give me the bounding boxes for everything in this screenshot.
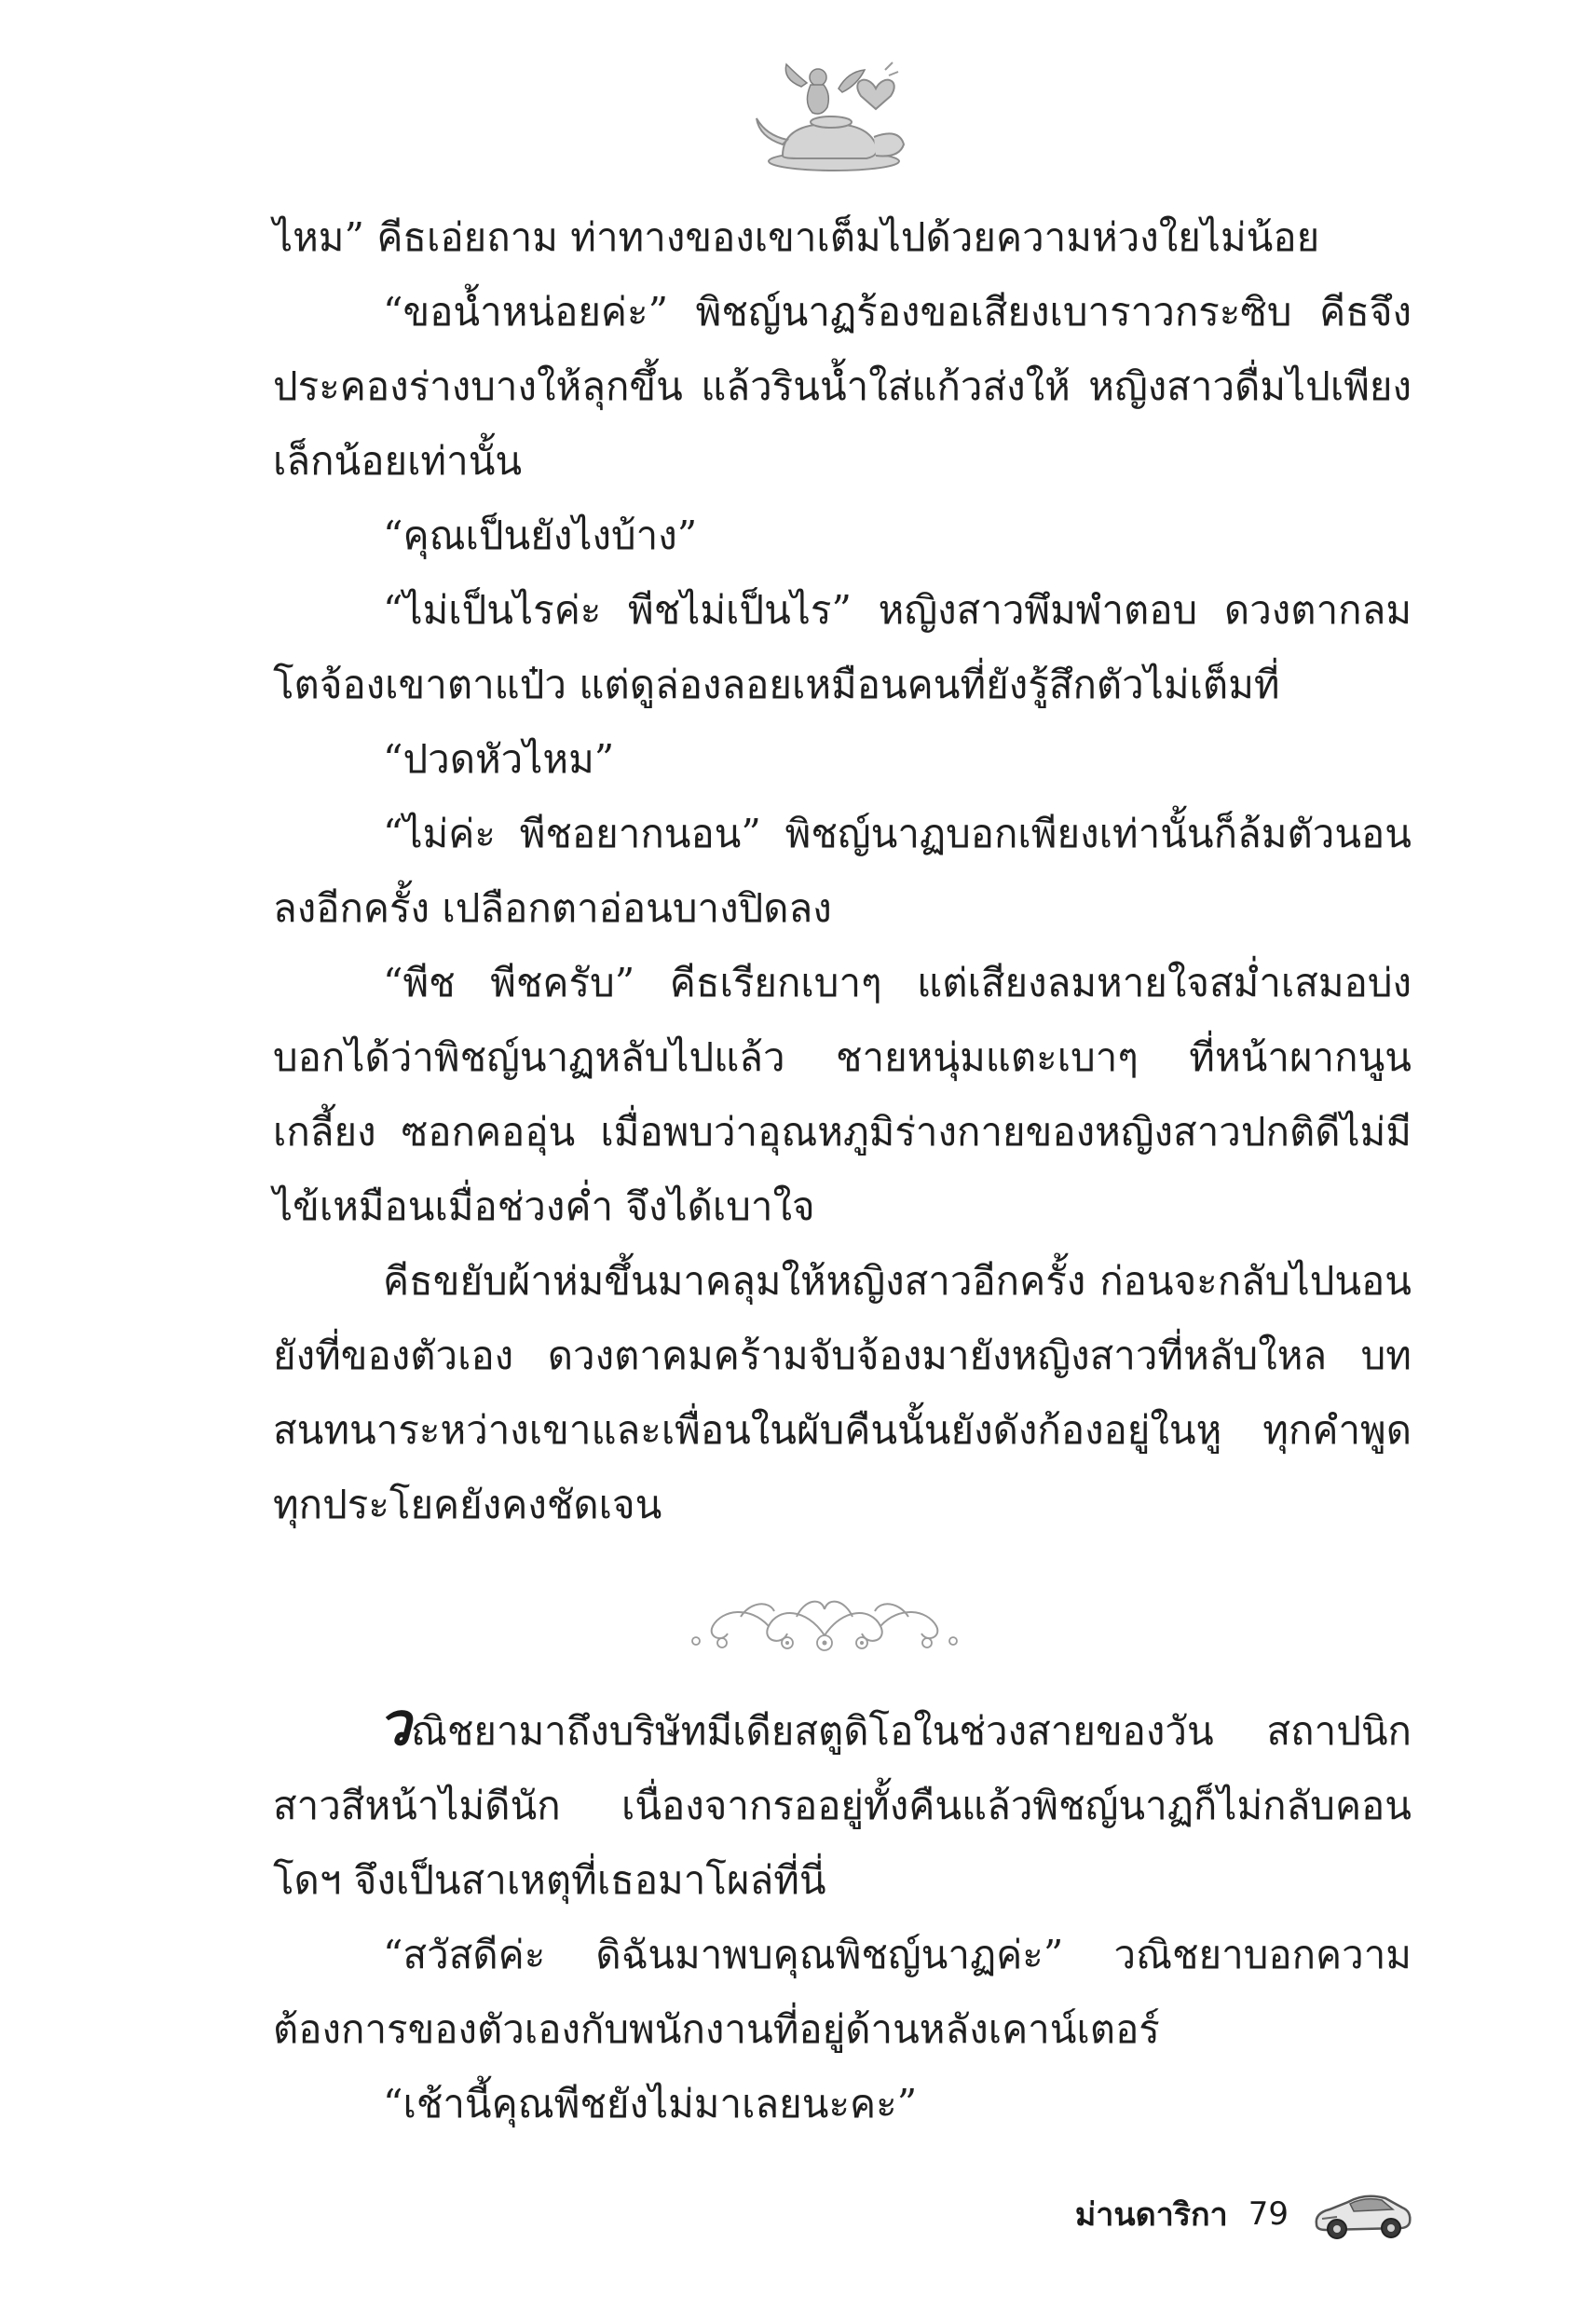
paragraph-text: ณิชยามาถึงบริษัทมีเดียสตูดิโอในช่วงสายของวัน สถาปนิกสาวสีหน้าไม่ดีนัก เนื่องจากรออยู่ทั้งคืนแล้วพิชญ์นาฏก็ไม่กลับคอนโดฯ จึงเป็นสาเหตุที่เธอมาโผล่ที่นี่	[273, 1708, 1412, 1903]
page-number: 79	[1248, 2195, 1289, 2233]
drop-cap: ว	[377, 1690, 411, 1759]
paragraph: “สวัสดีค่ะ ดิฉันมาพบคุณพิชญ์นาฏค่ะ” วณิชยาบอกความต้องการของตัวเองกับพนักงานที่อยู่ด้านหลังเคาน์เตอร์	[273, 1932, 1412, 2052]
paragraph: “ขอน้ำหน่อยค่ะ” พิชญ์นาฏร้องขอเสียงเบาราวกระซิบ คีธจึงประคองร่างบางให้ลุกขึ้น แล้วรินน้ำใส่แก้วส่งให้ หญิงสาวดื่มไปเพียงเล็กน้อยเท่านั้น	[273, 289, 1412, 484]
book-title: ม่านดาริกา	[1074, 2196, 1228, 2234]
story-section-1	[273, 200, 1412, 1542]
paragraph: “เช้านี้คุณพีชยังไม่มาเลยนะคะ”	[383, 2081, 918, 2126]
paragraph: ไหม” คีธเอ่ยถาม ท่าทางของเขาเต็มไปด้วยความห่วงใยไม่น้อย	[273, 214, 1320, 260]
page-footer	[1075, 2177, 1416, 2251]
paragraph: “คุณเป็นยังไงบ้าง”	[383, 513, 698, 558]
floral-swirl-divider-icon	[685, 1589, 964, 1663]
paragraph: คีธขยับผ้าห่มขึ้นมาคลุมให้หญิงสาวอีกครั้ง ก่อนจะกลับไปนอนยังที่ของตัวเอง ดวงตาคมคร้ามจับจ้องมายังหญิงสาวที่หลับใหล บทสนทนาระหว่างเขาและเพื่อนในผับคืนนั้นยังดังก้องอยู่ในหู ทุกคำพูดทุกประโยคยังคงชัดเจน	[273, 1258, 1412, 1527]
paragraph: “ไม่เป็นไรค่ะ พีชไม่เป็นไร” หญิงสาวพึมพำตอบ ดวงตากลมโตจ้องเขาตาแป๋ว แต่ดูล่องลอยเหมือนคนที่ยังรู้สึกตัวไม่เต็มที่	[273, 587, 1412, 707]
sports-car-icon	[1309, 2181, 1416, 2247]
teapot-cupid-icon	[745, 51, 922, 191]
paragraph: “พีช พีชครับ” คีธเรียกเบาๆ แต่เสียงลมหายใจสม่ำเสมอบ่งบอกได้ว่าพิชญ์นาฏหลับไปแล้ว ชายหนุ่มแตะเบาๆ ที่หน้าผากนูนเกลี้ยง ซอกคออุ่น เมื่อพบว่าอุณหภูมิร่างกายของหญิงสาวปกติดีไม่มีไข้เหมือนเมื่อช่วงค่ำ จึงได้เบาใจ	[273, 960, 1412, 1229]
story-section-2	[273, 1690, 1412, 2141]
paragraph: “ปวดหัวไหม”	[383, 736, 615, 782]
paragraph-with-drop-cap	[273, 1690, 1412, 1918]
paragraph: “ไม่ค่ะ พีชอยากนอน” พิชญ์นาฏบอกเพียงเท่านั้นก็ล้มตัวนอนลงอีกครั้ง เปลือกตาอ่อนบางปิดลง	[273, 811, 1412, 931]
